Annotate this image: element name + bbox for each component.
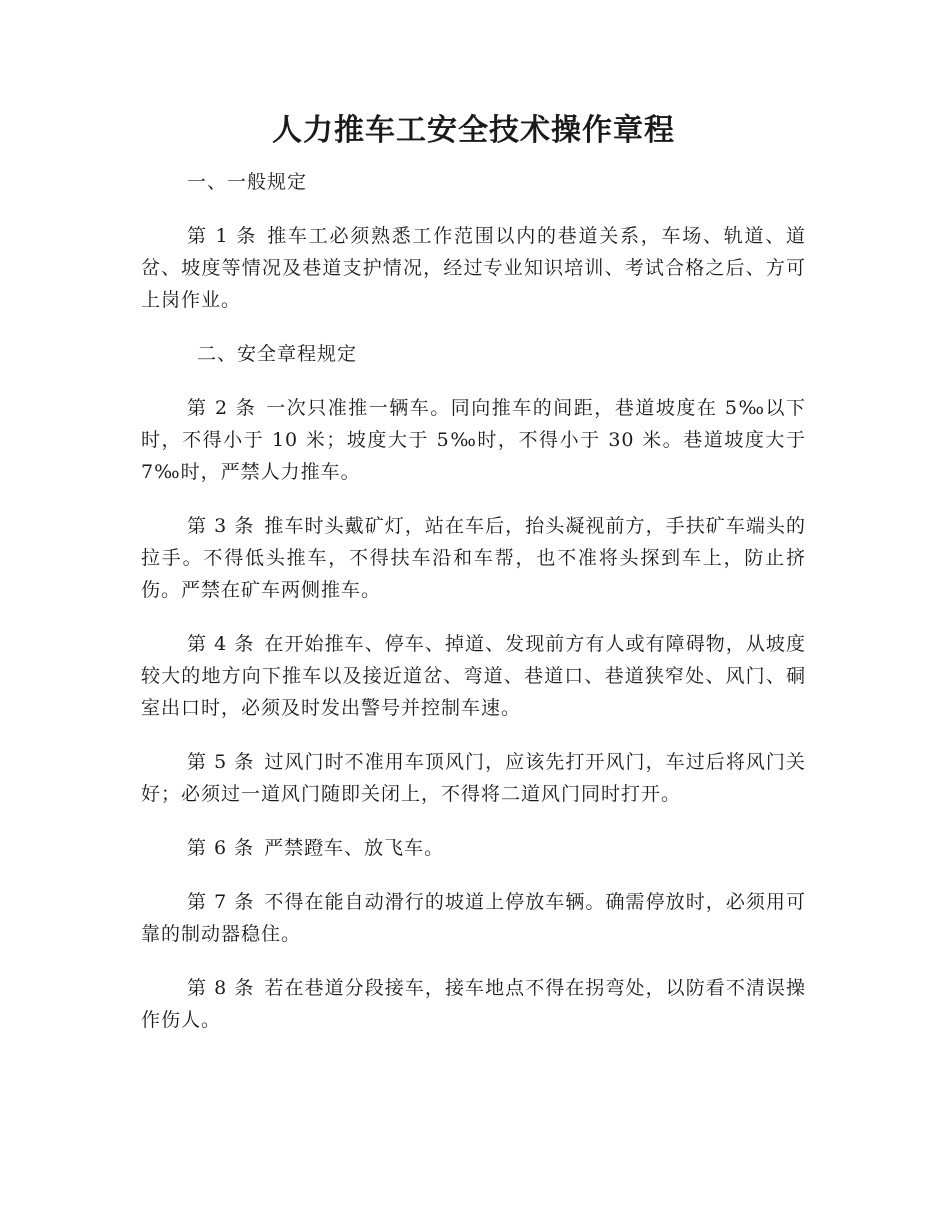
- section-heading-safety: 二、安全章程规定: [197, 343, 358, 365]
- section-heading-general: 一、一般规定: [187, 171, 308, 193]
- article-1: [141, 220, 806, 316]
- article-text: 一次只准推一辆车。同向推车的间距，巷道坡度在 5‰以下时，不得小于 10 米；坡度大于 5‰时，不得小于 30 米。巷道坡度大于 7‰时，严禁人力推车。: [141, 397, 807, 483]
- article-3: [141, 510, 806, 606]
- article-number: 第 7 条: [187, 891, 255, 913]
- article-text: 过风门时不准用车顶风门，应该先打开风门，车过后将风门关好；必须过一道风门随即关闭上，不得将二道风门同时打开。: [141, 751, 806, 805]
- article-number: 第 6 条: [187, 837, 255, 859]
- article-4: [141, 628, 806, 724]
- article-number: 第 3 条: [187, 515, 255, 537]
- article-text: 不得在能自动滑行的坡道上停放车辆。确需停放时，必须用可靠的制动器稳住。: [141, 891, 806, 945]
- article-5: [141, 746, 806, 810]
- article-number: 第 4 条: [187, 633, 255, 655]
- article-number: 第 8 条: [187, 977, 255, 999]
- article-text: 推车时头戴矿灯，站在车后，抬头凝视前方，手扶矿车端头的拉手。不得低头推车，不得扶车沿和车帮，也不准将头探到车上，防止挤伤。严禁在矿车两侧推车。: [141, 515, 806, 601]
- article-number: 第 1 条: [187, 225, 258, 247]
- document-title: 人力推车工安全技术操作章程: [272, 113, 675, 148]
- article-8: [141, 972, 806, 1036]
- article-text: 推车工必须熟悉工作范围以内的巷道关系，车场、轨道、道岔、坡度等情况及巷道支护情况，经过专业知识培训、考试合格之后、方可上岗作业。: [141, 225, 806, 311]
- article-7: [141, 886, 806, 950]
- article-6: [141, 832, 806, 864]
- article-text: 严禁蹬车、放飞车。: [264, 837, 445, 859]
- article-number: 第 5 条: [187, 751, 255, 773]
- article-text: 在开始推车、停车、掉道、发现前方有人或有障碍物，从坡度较大的地方向下推车以及接近道岔、弯道、巷道口、巷道狭窄处、风门、硐室出口时，必须及时发出警号并控制车速。: [141, 633, 806, 719]
- document-page: [141, 100, 806, 1058]
- article-number: 第 2 条: [187, 397, 257, 419]
- article-2: [141, 392, 806, 488]
- article-text: 若在巷道分段接车，接车地点不得在拐弯处，以防看不清误操作伤人。: [141, 977, 806, 1031]
